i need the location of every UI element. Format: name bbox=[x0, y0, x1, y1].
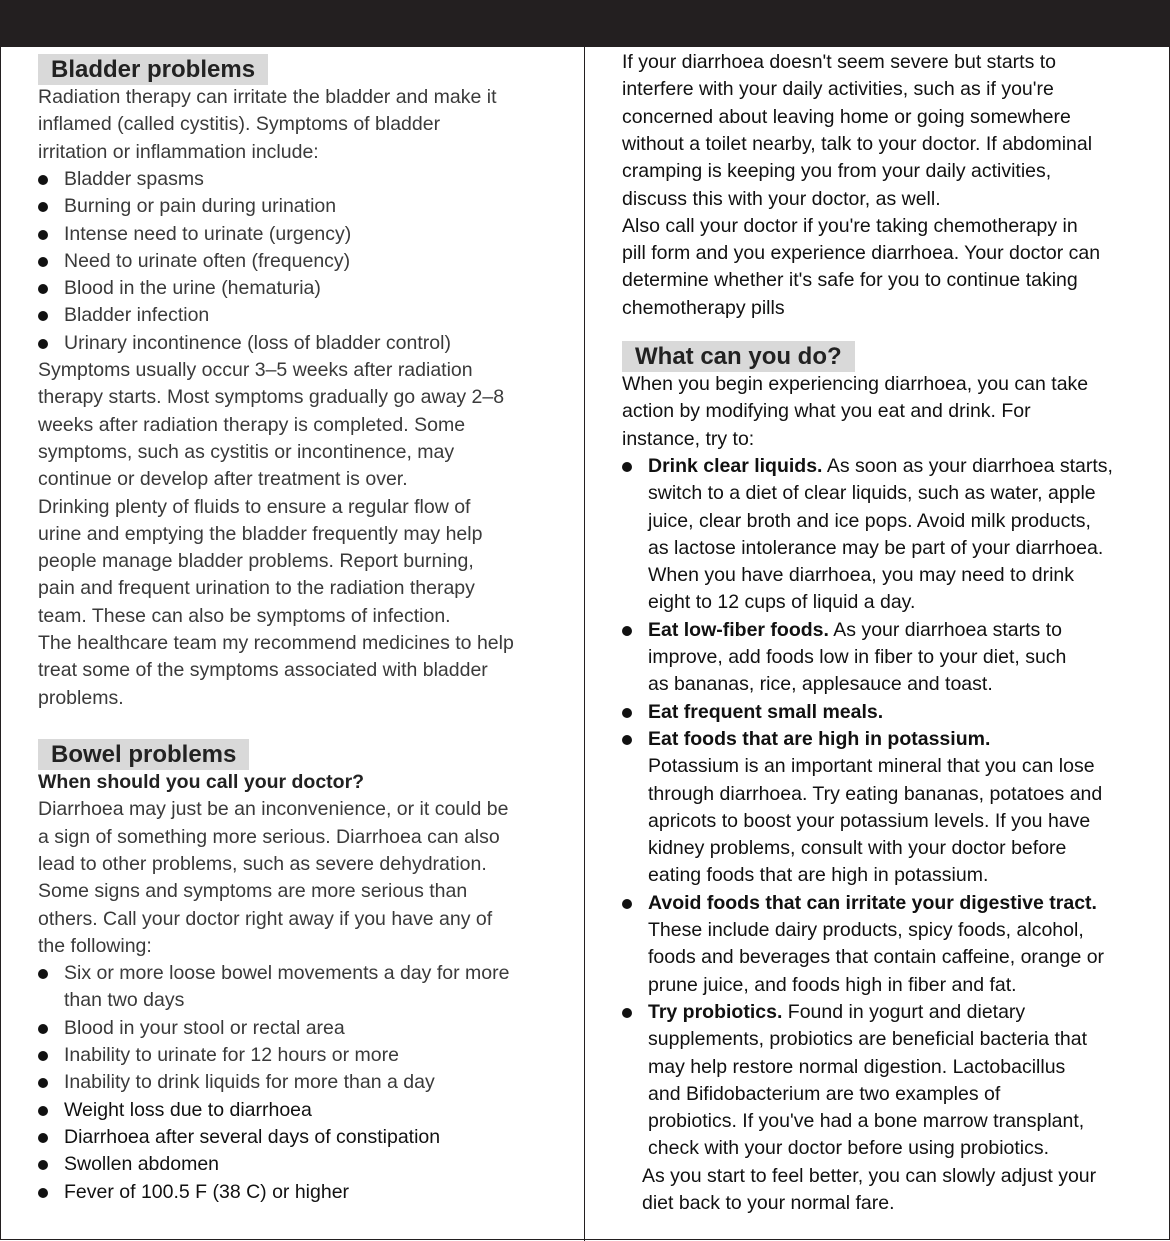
bladder-body-line: pain and frequent urination to the radiation therapy bbox=[38, 577, 475, 600]
bladder-intro-line: irritation or inflammation include: bbox=[38, 140, 319, 163]
bowel-warning-item: Six or more loose bowel movements a day for more bbox=[64, 962, 510, 985]
tip-text: As your diarrhoea starts to bbox=[828, 618, 1062, 641]
section-heading-bladder: Bladder problems bbox=[38, 54, 268, 85]
column-divider bbox=[584, 47, 585, 1241]
tip-body-line: as lactose intolerance may be part of your diarrhoea. bbox=[648, 536, 1104, 559]
bladder-body-line: problems. bbox=[38, 686, 124, 709]
tip-text: As soon as your diarrhoea starts, bbox=[822, 454, 1113, 477]
what-intro-line: instance, try to: bbox=[622, 427, 755, 450]
subheading-call-doctor: When should you call your doctor? bbox=[38, 771, 365, 793]
bullet-dot bbox=[622, 735, 632, 745]
tip-first-line bbox=[648, 890, 1097, 917]
bullet-dot bbox=[38, 1106, 48, 1116]
bladder-symptom-item: Burning or pain during urination bbox=[64, 195, 337, 218]
tip-title: Try probiotics. bbox=[648, 1000, 783, 1023]
bladder-body-line: symptoms, such as cystitis or incontinence, may bbox=[38, 440, 455, 463]
bowel-warning-item: Inability to urinate for 12 hours or more bbox=[64, 1044, 399, 1066]
bowel-warning-item: Fever of 100.5 F (38 C) or higher bbox=[64, 1180, 350, 1203]
bullet-dot bbox=[622, 899, 632, 909]
bullet-dot bbox=[38, 230, 48, 240]
tip-title: Eat frequent small meals. bbox=[648, 700, 884, 723]
tip-title: Avoid foods that can irritate your digestive tract. bbox=[648, 891, 1097, 914]
bullet-dot bbox=[622, 462, 632, 472]
tip-body-line: improve, add foods low in fiber to your diet, such bbox=[648, 646, 1067, 668]
bladder-body-line: people manage bladder problems. Report burning, bbox=[38, 550, 474, 573]
tip-body-line: kidney problems, consult with your doctor before bbox=[648, 837, 1067, 860]
bowel-warning-item: Swollen abdomen bbox=[64, 1153, 220, 1176]
continuation-line: cramping is keeping you from your daily activities, bbox=[622, 160, 1052, 183]
tip-title: Eat foods that are high in potassium. bbox=[648, 727, 991, 750]
continuation-line: without a toilet nearby, talk to your doctor. If abdominal bbox=[622, 132, 1093, 155]
tip-first-line bbox=[648, 617, 1062, 644]
bowel-warning-item: Blood in your stool or rectal area bbox=[64, 1016, 345, 1039]
bowel-warning-item: Weight loss due to diarrhoea bbox=[64, 1098, 312, 1121]
continuation-line: concerned about leaving home or going somewhere bbox=[622, 105, 1071, 128]
bladder-body-line: team. These can also be symptoms of infection. bbox=[38, 604, 451, 627]
bladder-intro-line: inflamed (called cystitis). Symptoms of bladder bbox=[38, 113, 441, 136]
bladder-body-line: weeks after radiation therapy is completed. Some bbox=[38, 413, 466, 436]
bladder-symptom-item: Intense need to urinate (urgency) bbox=[64, 222, 352, 245]
tip-first-line bbox=[648, 699, 883, 726]
bowel-intro-line: lead to other problems, such as severe dehydration. bbox=[38, 852, 487, 875]
continuation-line: Also call your doctor if you're taking chemotherapy in bbox=[622, 214, 1078, 237]
tip-body-line: eight to 12 cups of liquid a day. bbox=[648, 591, 916, 614]
continuation-line: determine whether it's safe for you to continue taking bbox=[622, 269, 1078, 292]
bladder-symptom-item: Need to urinate often (frequency) bbox=[64, 249, 351, 272]
tip-body-line: through diarrhoea. Try eating bananas, potatoes and bbox=[648, 782, 1103, 805]
bullet-dot bbox=[38, 1024, 48, 1034]
bullet-dot bbox=[38, 1188, 48, 1198]
tip-title: Drink clear liquids. bbox=[648, 454, 823, 477]
bladder-body-line: Symptoms usually occur 3–5 weeks after radiation bbox=[38, 359, 473, 381]
tip-body-line: check with your doctor before using probiotics. bbox=[648, 1137, 1050, 1160]
bullet-dot bbox=[38, 339, 48, 349]
tip-first-line bbox=[648, 453, 1113, 480]
bladder-intro-line: Radiation therapy can irritate the bladder and make it bbox=[38, 86, 497, 108]
tip-body-line: apricots to boost your potassium levels. If you have bbox=[648, 809, 1091, 832]
tip-body-line: and Bifidobacterium are two examples of bbox=[648, 1082, 1001, 1105]
tip-body-line: eating foods that are high in potassium. bbox=[648, 864, 989, 887]
bladder-body-line: treat some of the symptoms associated with bladder bbox=[38, 659, 488, 682]
bowel-intro-line: Diarrhoea may just be an inconvenience, or it could be bbox=[38, 798, 509, 821]
bullet-dot bbox=[622, 626, 632, 636]
bullet-dot bbox=[622, 1008, 632, 1018]
tip-body-line: When you have diarrhoea, you may need to drink bbox=[648, 564, 1075, 587]
bullet-dot bbox=[38, 1051, 48, 1061]
section-heading-bowel: Bowel problems bbox=[38, 739, 249, 770]
top-bar bbox=[0, 0, 1170, 47]
tip-body-line: prune juice, and foods high in fiber and fat. bbox=[648, 973, 1017, 996]
bullet-dot bbox=[38, 175, 48, 185]
bowel-warning-item: Diarrhoea after several days of constipation bbox=[64, 1125, 441, 1148]
tip-body-line: probiotics. If you've had a bone marrow transplant, bbox=[648, 1110, 1085, 1133]
continuation-line: interfere with your daily activities, such as if you're bbox=[622, 78, 1054, 101]
closing-line: diet back to your normal fare. bbox=[642, 1192, 895, 1214]
bladder-symptom-item: Bladder spasms bbox=[64, 167, 204, 190]
what-intro-line: When you begin experiencing diarrhoea, you can take bbox=[622, 373, 1089, 395]
bladder-symptom-item: Bladder infection bbox=[64, 304, 210, 327]
tip-first-line bbox=[648, 726, 990, 753]
bladder-body-line: The healthcare team my recommend medicines to help bbox=[38, 632, 514, 654]
bowel-intro-line: Some signs and symptoms are more serious than bbox=[38, 880, 468, 903]
tip-body-line: switch to a diet of clear liquids, such as water, apple bbox=[648, 482, 1096, 505]
bladder-body-line: Drinking plenty of fluids to ensure a regular flow of bbox=[38, 495, 471, 518]
closing-line: As you start to feel better, you can slowly adjust your bbox=[642, 1164, 1097, 1187]
bowel-warning-item: Inability to drink liquids for more than a day bbox=[64, 1071, 435, 1094]
bowel-intro-line: the following: bbox=[38, 934, 152, 957]
bladder-body-line: urine and emptying the bladder frequently may help bbox=[38, 522, 483, 545]
bullet-dot bbox=[622, 708, 632, 718]
bladder-body-line: continue or develop after treatment is over. bbox=[38, 468, 408, 491]
tip-title: Eat low-fiber foods. bbox=[648, 618, 829, 641]
bowel-warning-item: than two days bbox=[64, 989, 185, 1012]
bladder-symptom-item: Urinary incontinence (loss of bladder control) bbox=[64, 331, 451, 354]
bowel-intro-line: a sign of something more serious. Diarrhoea can also bbox=[38, 825, 500, 848]
section-heading-what-can-you-do: What can you do? bbox=[622, 341, 855, 372]
tip-body-line: as bananas, rice, applesauce and toast. bbox=[648, 673, 993, 696]
bladder-body-line: therapy starts. Most symptoms gradually go away 2–8 bbox=[38, 386, 505, 409]
bowel-intro-line: others. Call your doctor right away if you have any of bbox=[38, 907, 493, 930]
bullet-dot bbox=[38, 1133, 48, 1143]
continuation-line: If your diarrhoea doesn't seem severe but starts to bbox=[622, 51, 1057, 73]
what-intro-line: action by modifying what you eat and drink. For bbox=[622, 400, 1031, 423]
continuation-line: pill form and you experience diarrhoea. Your doctor can bbox=[622, 242, 1101, 265]
tip-body-line: foods and beverages that contain caffeine, orange or bbox=[648, 946, 1105, 969]
tip-body-line: juice, clear broth and ice pops. Avoid milk products, bbox=[648, 509, 1091, 532]
bullet-dot bbox=[38, 257, 48, 267]
bladder-symptom-item: Blood in the urine (hematuria) bbox=[64, 277, 321, 300]
tip-body-line: Potassium is an important mineral that you can lose bbox=[648, 755, 1095, 778]
tip-body-line: may help restore normal digestion. Lactobacillus bbox=[648, 1055, 1066, 1078]
tip-text: Found in yogurt and dietary bbox=[782, 1000, 1026, 1023]
continuation-line: discuss this with your doctor, as well. bbox=[622, 187, 941, 210]
tip-body-line: supplements, probiotics are beneficial bacteria that bbox=[648, 1028, 1087, 1051]
tip-first-line bbox=[648, 999, 1025, 1026]
tip-body-line: These include dairy products, spicy foods, alcohol, bbox=[648, 919, 1084, 941]
continuation-line: chemotherapy pills bbox=[622, 296, 785, 319]
